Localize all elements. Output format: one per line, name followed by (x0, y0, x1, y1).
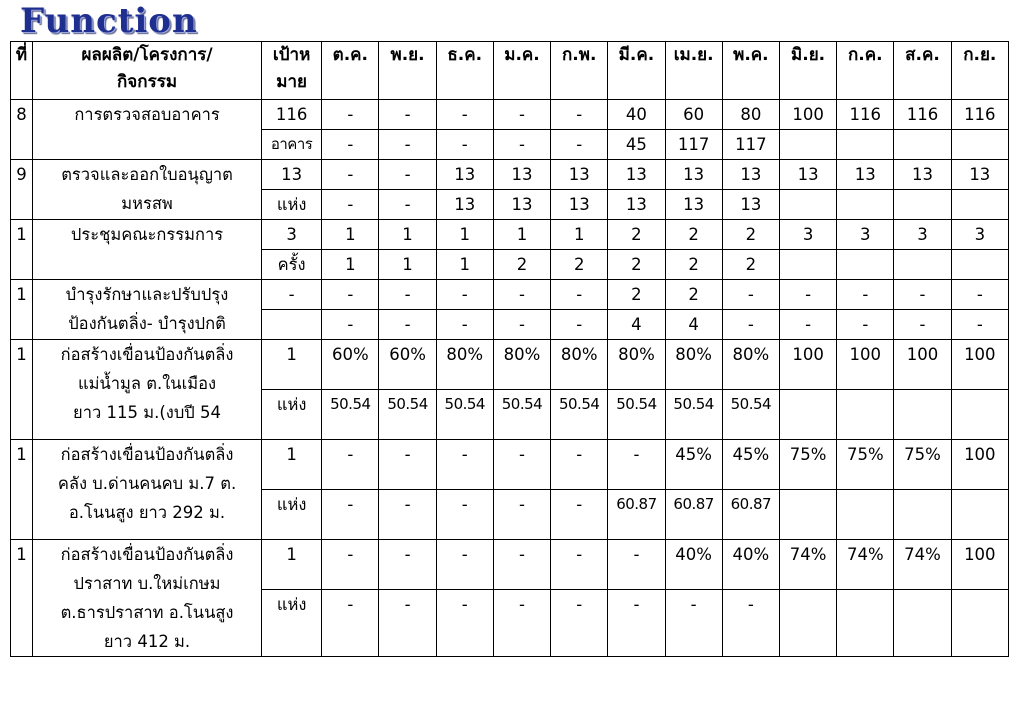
header-month: ก.พ. (551, 42, 608, 100)
task-name-line: ปราสาท บ.ใหม่เกษม (73, 574, 221, 593)
actual-cell: 60.87 (665, 490, 722, 540)
plan-cell: 2 (608, 220, 665, 250)
actual-cell: 2 (722, 250, 779, 280)
actual-cell (894, 490, 951, 540)
header-month: พ.ย. (379, 42, 436, 100)
actual-cell (779, 490, 836, 540)
actual-cell: - (436, 130, 493, 160)
plan-cell: - (322, 160, 379, 190)
plan-cell: 100 (779, 100, 836, 130)
actual-cell: - (322, 590, 379, 657)
plan-cell: 1 (551, 220, 608, 250)
plan-cell: - (322, 440, 379, 490)
actual-cell: 13 (665, 190, 722, 220)
task-name (33, 540, 262, 657)
actual-cell: 2 (493, 250, 550, 280)
task-name-line: ประชุมคณะกรรมการ (70, 225, 224, 244)
task-name-line: อ.โนนสูง ยาว 292 ม. (68, 503, 226, 522)
plan-cell: 74% (837, 540, 894, 590)
table-row (11, 280, 1009, 310)
actual-cell: 50.54 (379, 390, 436, 440)
actual-cell: - (322, 190, 379, 220)
plan-cell: 2 (665, 280, 722, 310)
plan-cell: - (493, 100, 550, 130)
row-number: 1 (11, 280, 33, 340)
actual-cell: - (322, 130, 379, 160)
actual-cell: - (379, 190, 436, 220)
actual-cell: - (722, 310, 779, 340)
actual-cell (951, 190, 1008, 220)
header-item-line2: กิจกรรม (117, 72, 178, 92)
actual-cell: - (551, 590, 608, 657)
task-name-line: คลัง บ.ด่านคนคบ ม.7 ต. (57, 474, 237, 493)
plan-cell: - (551, 540, 608, 590)
target-unit: แห่ง (261, 190, 321, 220)
plan-cell: - (493, 440, 550, 490)
actual-cell: 13 (436, 190, 493, 220)
target-unit: แห่ง (261, 390, 321, 440)
actual-cell (837, 190, 894, 220)
actual-cell (894, 390, 951, 440)
plan-cell: 80% (722, 340, 779, 390)
actual-cell: - (379, 590, 436, 657)
plan-cell: 13 (837, 160, 894, 190)
actual-cell (779, 590, 836, 657)
actual-cell: - (493, 310, 550, 340)
actual-cell: - (722, 590, 779, 657)
actual-cell: 50.54 (436, 390, 493, 440)
plan-cell: - (551, 280, 608, 310)
task-name-line: ก่อสร้างเขื่อนป้องกันตลิ่ง (60, 345, 234, 364)
actual-cell: - (379, 130, 436, 160)
target-value: 116 (261, 100, 321, 130)
plan-cell: 13 (665, 160, 722, 190)
actual-cell: 1 (436, 250, 493, 280)
actual-cell: 50.54 (722, 390, 779, 440)
actual-cell: - (551, 130, 608, 160)
plan-cell: 100 (951, 440, 1008, 490)
plan-cell: 3 (779, 220, 836, 250)
task-name-line: บำรุงรักษาและปรับปรุง (65, 285, 229, 304)
actual-cell: 50.54 (551, 390, 608, 440)
actual-cell (837, 250, 894, 280)
header-month: มี.ค. (608, 42, 665, 100)
target-unit: ครั้ง (261, 250, 321, 280)
plan-cell: 1 (436, 220, 493, 250)
row-number: 8 (11, 100, 33, 160)
plan-cell: 60% (379, 340, 436, 390)
plan-cell: 80 (722, 100, 779, 130)
task-name-line: ก่อสร้างเขื่อนป้องกันตลิ่ง (60, 445, 234, 464)
table-row (11, 340, 1009, 390)
actual-cell: 50.54 (493, 390, 550, 440)
plan-cell: 1 (379, 220, 436, 250)
actual-cell: - (436, 590, 493, 657)
row-number: 1 (11, 220, 33, 280)
task-name-line: ตรวจและออกใบอนุญาต (61, 165, 233, 184)
actual-cell: - (493, 130, 550, 160)
actual-cell: 2 (608, 250, 665, 280)
plan-cell: 13 (551, 160, 608, 190)
progress-table (10, 41, 1009, 657)
actual-cell: 50.54 (665, 390, 722, 440)
plan-cell: 75% (894, 440, 951, 490)
row-number: 9 (11, 160, 33, 220)
plan-cell: 40 (608, 100, 665, 130)
actual-cell (951, 490, 1008, 540)
actual-cell: 13 (608, 190, 665, 220)
plan-cell: 60 (665, 100, 722, 130)
plan-cell: 13 (493, 160, 550, 190)
plan-cell: 13 (779, 160, 836, 190)
plan-cell: 40% (722, 540, 779, 590)
actual-cell: 1 (379, 250, 436, 280)
actual-cell: 45 (608, 130, 665, 160)
header-target-line2: มาย (276, 72, 307, 92)
plan-cell: 100 (951, 340, 1008, 390)
plan-cell: - (379, 540, 436, 590)
actual-cell: - (779, 310, 836, 340)
plan-cell: 60% (322, 340, 379, 390)
actual-cell (894, 190, 951, 220)
plan-cell: 100 (779, 340, 836, 390)
row-number: 1 (11, 440, 33, 540)
plan-cell: 45% (722, 440, 779, 490)
plan-cell: 3 (837, 220, 894, 250)
actual-cell: - (608, 590, 665, 657)
actual-cell: 13 (493, 190, 550, 220)
task-name-line: ต.ธารปราสาท อ.โนนสูง (60, 603, 234, 622)
actual-cell: - (551, 310, 608, 340)
task-name (33, 160, 262, 220)
actual-cell: 13 (722, 190, 779, 220)
actual-cell: 4 (608, 310, 665, 340)
plan-cell: - (779, 280, 836, 310)
actual-cell: - (493, 590, 550, 657)
header-item (33, 42, 262, 100)
header-month: พ.ค. (722, 42, 779, 100)
actual-cell: 60.87 (722, 490, 779, 540)
plan-cell: - (551, 440, 608, 490)
plan-cell: - (493, 540, 550, 590)
task-name (33, 100, 262, 160)
plan-cell: 80% (608, 340, 665, 390)
target-value: 3 (261, 220, 321, 250)
actual-cell: 50.54 (322, 390, 379, 440)
actual-cell: 2 (665, 250, 722, 280)
plan-cell: 80% (665, 340, 722, 390)
plan-cell: - (493, 280, 550, 310)
plan-cell: - (436, 440, 493, 490)
header-month: ธ.ค. (436, 42, 493, 100)
header-no: ที่ (11, 42, 33, 100)
actual-cell: 60.87 (608, 490, 665, 540)
target-unit: แห่ง (261, 490, 321, 540)
header-month: ส.ค. (894, 42, 951, 100)
target-value: - (261, 280, 321, 310)
actual-cell (779, 130, 836, 160)
actual-cell (894, 130, 951, 160)
plan-cell: 1 (322, 220, 379, 250)
plan-cell: 1 (493, 220, 550, 250)
header-month: ก.ย. (951, 42, 1008, 100)
plan-cell: 75% (779, 440, 836, 490)
plan-cell: 116 (837, 100, 894, 130)
plan-cell: 100 (837, 340, 894, 390)
task-name (33, 340, 262, 440)
plan-cell: - (436, 100, 493, 130)
plan-cell: 40% (665, 540, 722, 590)
plan-cell: - (322, 280, 379, 310)
task-name-line: มหรสพ (121, 194, 173, 213)
table-row (11, 160, 1009, 190)
table-row (11, 100, 1009, 130)
task-name-line: ก่อสร้างเขื่อนป้องกันตลิ่ง (60, 545, 234, 564)
header-month: ก.ค. (837, 42, 894, 100)
plan-cell: - (436, 540, 493, 590)
target-unit: อาคาร (261, 130, 321, 160)
actual-cell: 4 (665, 310, 722, 340)
plan-cell: 45% (665, 440, 722, 490)
actual-cell (951, 590, 1008, 657)
actual-cell (894, 590, 951, 657)
plan-cell: - (608, 440, 665, 490)
plan-cell: 100 (951, 540, 1008, 590)
target-value: 1 (261, 340, 321, 390)
plan-cell: 3 (894, 220, 951, 250)
header-item-line1: ผลผลิต/โครงการ/ (81, 45, 213, 65)
actual-cell: 117 (665, 130, 722, 160)
plan-cell: - (436, 280, 493, 310)
plan-cell: - (722, 280, 779, 310)
table-row (11, 540, 1009, 590)
task-name (33, 440, 262, 540)
plan-cell: - (837, 280, 894, 310)
header-month: มิ.ย. (779, 42, 836, 100)
target-unit: แห่ง (261, 590, 321, 657)
actual-cell (779, 390, 836, 440)
header-month: เม.ย. (665, 42, 722, 100)
actual-cell: - (322, 490, 379, 540)
plan-cell: - (379, 280, 436, 310)
plan-cell: 74% (894, 540, 951, 590)
plan-cell: - (379, 440, 436, 490)
table-header-row (11, 42, 1009, 100)
header-month: ต.ค. (322, 42, 379, 100)
plan-cell: - (894, 280, 951, 310)
actual-cell (951, 250, 1008, 280)
table-row (11, 440, 1009, 490)
plan-cell: 2 (608, 280, 665, 310)
header-month: ม.ค. (493, 42, 550, 100)
plan-cell: - (322, 100, 379, 130)
plan-cell: - (951, 280, 1008, 310)
actual-cell (951, 130, 1008, 160)
plan-cell: - (322, 540, 379, 590)
actual-cell (837, 590, 894, 657)
target-value: 1 (261, 540, 321, 590)
plan-cell: 3 (951, 220, 1008, 250)
actual-cell: - (837, 310, 894, 340)
plan-cell: 13 (951, 160, 1008, 190)
plan-cell: - (379, 100, 436, 130)
actual-cell: - (951, 310, 1008, 340)
task-name-line: แม่น้ำมูล ต.ในเมือง (77, 374, 217, 393)
actual-cell: 50.54 (608, 390, 665, 440)
actual-cell (837, 390, 894, 440)
task-name (33, 280, 262, 340)
task-name-line: ป้องกันตลิ่ง- บำรุงปกติ (68, 314, 226, 333)
plan-cell: - (379, 160, 436, 190)
actual-cell: 1 (322, 250, 379, 280)
plan-cell: 116 (951, 100, 1008, 130)
task-name (33, 220, 262, 280)
plan-cell: 74% (779, 540, 836, 590)
plan-cell: 80% (436, 340, 493, 390)
target-value: 1 (261, 440, 321, 490)
plan-cell: 2 (665, 220, 722, 250)
header-target-line1: เป้าห (272, 45, 311, 65)
actual-cell (951, 390, 1008, 440)
actual-cell: 13 (551, 190, 608, 220)
actual-cell: - (379, 310, 436, 340)
row-number: 1 (11, 540, 33, 657)
actual-cell (779, 190, 836, 220)
actual-cell: - (436, 310, 493, 340)
plan-cell: 13 (722, 160, 779, 190)
target-value: 13 (261, 160, 321, 190)
actual-cell (779, 250, 836, 280)
plan-cell: 116 (894, 100, 951, 130)
actual-cell: 2 (551, 250, 608, 280)
plan-cell: 13 (608, 160, 665, 190)
task-name-line: ยาว 115 ม.(งบปี 54 (73, 403, 222, 422)
actual-cell (894, 250, 951, 280)
actual-cell (837, 130, 894, 160)
plan-cell: 2 (722, 220, 779, 250)
plan-cell: - (551, 100, 608, 130)
task-name-line: ยาว 412 ม. (103, 632, 191, 651)
actual-cell: - (894, 310, 951, 340)
plan-cell: - (608, 540, 665, 590)
actual-cell: - (322, 310, 379, 340)
plan-cell: 75% (837, 440, 894, 490)
row-number: 1 (11, 340, 33, 440)
actual-cell: 117 (722, 130, 779, 160)
plan-cell: 100 (894, 340, 951, 390)
plan-cell: 80% (493, 340, 550, 390)
target-unit (261, 310, 321, 340)
actual-cell (837, 490, 894, 540)
page-title: Function (20, 1, 198, 41)
plan-cell: 13 (894, 160, 951, 190)
actual-cell: - (665, 590, 722, 657)
plan-cell: 80% (551, 340, 608, 390)
header-target (261, 42, 321, 100)
actual-cell: - (551, 490, 608, 540)
plan-cell: 13 (436, 160, 493, 190)
actual-cell: - (436, 490, 493, 540)
actual-cell: - (379, 490, 436, 540)
actual-cell: - (493, 490, 550, 540)
table-row (11, 220, 1009, 250)
task-name-line: การตรวจสอบอาคาร (74, 105, 220, 124)
